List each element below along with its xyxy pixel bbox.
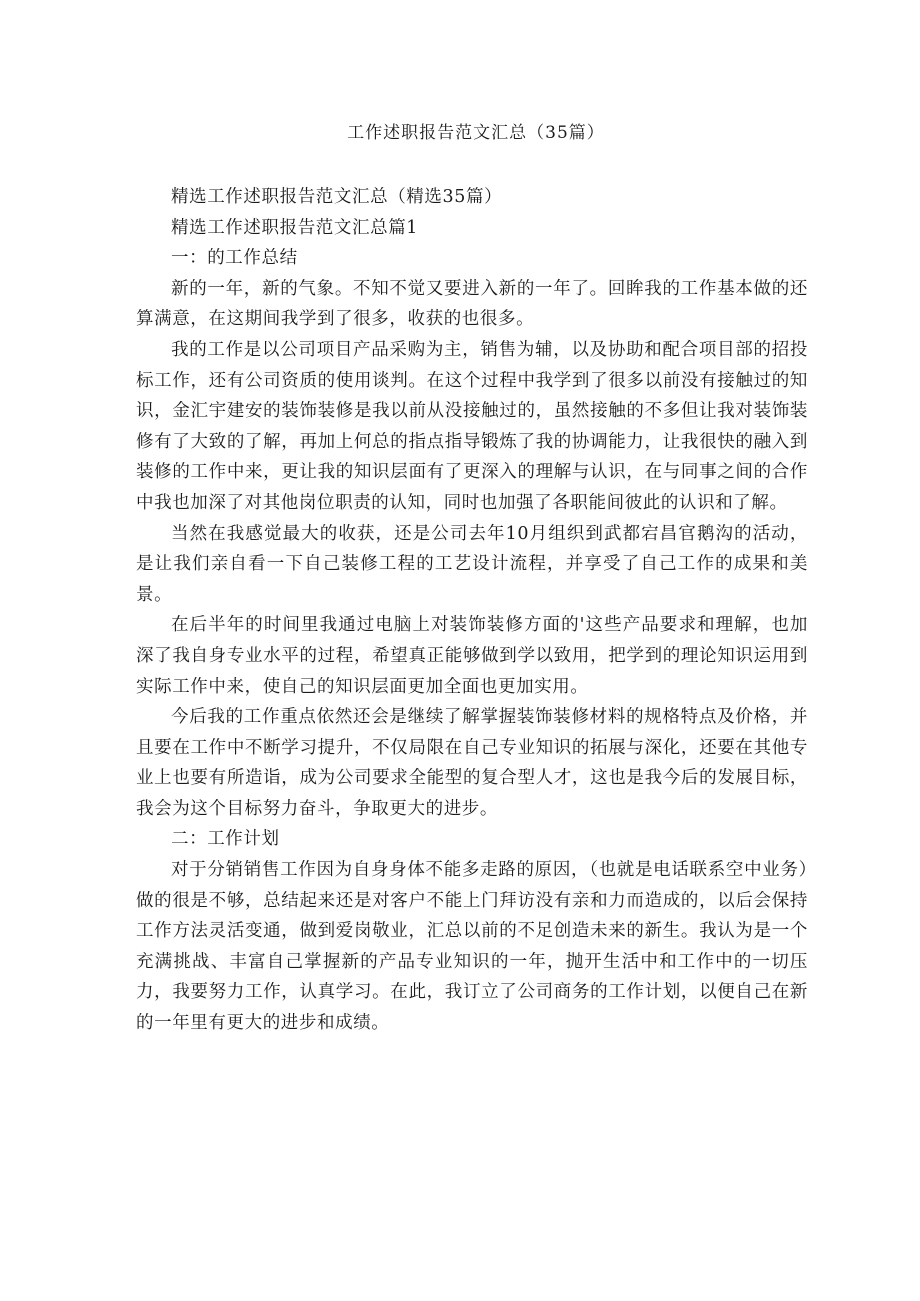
section-heading-plan: 二：工作计划 [171, 829, 280, 850]
paragraph: 当然在我感觉最大的收获，还是公司去年10月组织到武都宕昌官鹅沟的活动，是让我们亲自看一下自己装修工程的工艺设计流程，并享受了自己工作的成果和美景。 [136, 523, 808, 605]
paragraph: 今后我的工作重点依然还会是继续了解掌握装饰装修材料的规格特点及价格，并且要在工作中不断学习提升，不仅局限在自己专业知识的拓展与深化，还要在其他专业上也要有所造诣，成为公司要求全能型的复合型人才，这也是我今后的发展目标，我会为这个目标努力奋斗，争取更大的进步。 [136, 707, 808, 819]
paragraph: 对于分销销售工作因为自身身体不能多走路的原因，（也就是电话联系空中业务）做的很是不够，总结起来还是对客户不能上门拜访没有亲和力而造成的，以后会保持工作方法灵活变通，做到爱岗敬业，汇总以前的不足创造未来的新生。我认为是一个充满挑战、丰富自己掌握新的产品专业知识的一年，抛开生活中和工作中的一切压力，我要努力工作，认真学习。在此，我订立了公司商务的工作计划，以便自己在新的一年里有更大的进步和成绩。 [136, 860, 808, 1034]
paragraph: 我的工作是以公司项目产品采购为主，销售为辅，以及协助和配合项目部的招投标工作，还有公司资质的使用谈判。在这个过程中我学到了很多以前没有接触过的知识，金汇宇建安的装饰装修是我以前从没接触过的，虽然接触的不多但让我对装饰装修有了大致的了解，再加上何总的指点指导锻炼了我的协调能力，让我很快的融入到装修的工作中来，更让我的知识层面有了更深入的理解与认识，在与同事之间的合作中我也加深了对其他岗位职责的认知，同时也加强了各职能间彼此的认识和了解。 [136, 339, 808, 513]
document-title: 工作述职报告范文汇总（35篇） [347, 123, 605, 143]
section-heading-summary: 一：的工作总结 [171, 248, 298, 269]
paragraph: 在后半年的时间里我通过电脑上对装饰装修方面的'这些产品要求和理解，也加深了我自身专业水平的过程，希望真正能够做到学以致用，把学到的理论知识运用到实际工作中来，使自己的知识层面更加全面也更加实用。 [136, 615, 808, 697]
paragraph: 新的一年，新的气象。不知不觉又要进入新的一年了。回眸我的工作基本做的还算满意，在这期间我学到了很多，收获的也很多。 [136, 278, 808, 330]
article-title: 精选工作述职报告范文汇总篇1 [171, 217, 419, 238]
document-subtitle: 精选工作述职报告范文汇总（精选35篇） [171, 187, 503, 207]
document-body [136, 182, 808, 1039]
